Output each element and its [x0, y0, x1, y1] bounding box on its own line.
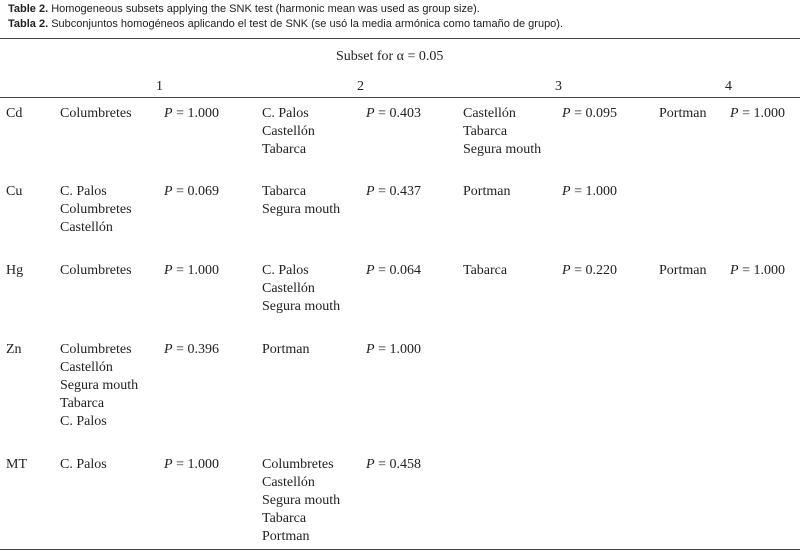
- subset-number-2: 2: [357, 79, 364, 94]
- site-name: Tabarca: [262, 511, 307, 526]
- bottom-rule: [0, 549, 800, 550]
- p-value: [562, 183, 617, 201]
- subset-sites: [463, 183, 510, 201]
- p-number: = 0.437: [378, 184, 421, 199]
- metal-label: MT: [6, 457, 27, 472]
- p-number: = 0.403: [378, 106, 421, 121]
- subset-sites: [60, 341, 138, 431]
- p-symbol: P: [366, 263, 375, 278]
- site-name: Segura mouth: [262, 202, 341, 217]
- p-number: = 1.000: [176, 457, 219, 472]
- top-rule: [0, 38, 800, 39]
- site-name: Segura mouth: [262, 299, 341, 314]
- site-name: Portman: [262, 342, 310, 357]
- subset-sites: [60, 456, 107, 474]
- header-rule: [0, 97, 800, 98]
- p-symbol: P: [164, 342, 173, 357]
- site-name: Portman: [262, 529, 310, 544]
- site-name: Tabarca: [262, 184, 307, 199]
- p-value: [366, 341, 421, 359]
- site-name: Castellón: [60, 360, 113, 375]
- site-name: Columbretes: [60, 106, 132, 121]
- subset-number-4: 4: [725, 79, 732, 94]
- site-name: Columbretes: [60, 202, 132, 217]
- caption-english-label: Table 2.: [8, 3, 49, 15]
- p-number: = 0.458: [378, 457, 421, 472]
- p-value: [164, 341, 219, 359]
- site-name: C. Palos: [262, 106, 309, 121]
- p-value: [562, 105, 617, 123]
- site-name: Tabarca: [60, 396, 105, 411]
- p-value: [366, 105, 421, 123]
- metal-label: Cu: [6, 184, 23, 199]
- p-number: = 0.064: [378, 263, 421, 278]
- caption-english-text: Homogeneous subsets applying the SNK test (harmonic mean was used as group size).: [51, 3, 480, 15]
- caption-spanish: [8, 18, 563, 31]
- metal-label: Zn: [6, 342, 22, 357]
- p-value: [366, 183, 421, 201]
- subset-sites: [659, 105, 706, 123]
- p-symbol: P: [164, 184, 173, 199]
- subset-sites: [60, 262, 132, 280]
- p-number: = 0.069: [176, 184, 219, 199]
- site-name: Segura mouth: [60, 378, 139, 393]
- site-name: C. Palos: [60, 414, 107, 429]
- site-name: C. Palos: [60, 457, 107, 472]
- p-value: [164, 262, 219, 280]
- site-name: Columbretes: [60, 263, 132, 278]
- site-name: Segura mouth: [463, 142, 542, 157]
- subset-number-1: 1: [156, 79, 163, 94]
- p-symbol: P: [562, 263, 571, 278]
- site-name: Portman: [463, 184, 511, 199]
- p-value: [730, 262, 785, 280]
- subset-sites: [463, 105, 541, 159]
- p-symbol: P: [164, 106, 173, 121]
- p-number: = 1.000: [742, 106, 785, 121]
- site-name: Castellón: [262, 475, 315, 490]
- p-number: = 1.000: [574, 184, 617, 199]
- caption-spanish-label: Tabla 2.: [8, 18, 49, 30]
- p-symbol: P: [366, 184, 375, 199]
- subset-sites: [262, 341, 309, 359]
- subset-header: Subset for α = 0.05: [336, 49, 444, 64]
- subset-sites: [60, 183, 132, 237]
- site-name: Castellón: [60, 220, 113, 235]
- caption-english: [8, 3, 480, 16]
- p-symbol: P: [730, 263, 739, 278]
- subset-sites: [262, 105, 315, 159]
- site-name: Castellón: [463, 106, 516, 121]
- site-name: Tabarca: [262, 142, 307, 157]
- site-name: C. Palos: [60, 184, 107, 199]
- p-symbol: P: [562, 184, 571, 199]
- p-number: = 0.220: [574, 263, 617, 278]
- subset-sites: [463, 262, 507, 280]
- p-value: [164, 105, 219, 123]
- p-value: [366, 456, 421, 474]
- p-value: [562, 262, 617, 280]
- site-name: Segura mouth: [262, 493, 341, 508]
- p-number: = 1.000: [176, 106, 219, 121]
- metal-label: Hg: [6, 263, 24, 278]
- site-name: Columbretes: [262, 457, 334, 472]
- caption-spanish-text: Subconjuntos homogéneos aplicando el test de SNK (se usó la media armónica como tamaño de grupo).: [51, 18, 564, 30]
- p-symbol: P: [366, 342, 375, 357]
- site-name: Tabarca: [463, 263, 508, 278]
- p-value: [730, 105, 785, 123]
- subset-sites: [262, 262, 340, 316]
- p-symbol: P: [164, 263, 173, 278]
- site-name: Portman: [659, 106, 707, 121]
- site-name: Castellón: [262, 124, 315, 139]
- p-number: = 0.396: [176, 342, 219, 357]
- site-name: Columbretes: [60, 342, 132, 357]
- site-name: C. Palos: [262, 263, 309, 278]
- p-symbol: P: [562, 106, 571, 121]
- metal-label: Cd: [6, 106, 23, 121]
- p-number: = 1.000: [378, 342, 421, 357]
- subset-number-3: 3: [555, 79, 562, 94]
- p-symbol: P: [730, 106, 739, 121]
- site-name: Tabarca: [463, 124, 508, 139]
- subset-sites: [60, 105, 132, 123]
- p-symbol: P: [366, 457, 375, 472]
- subset-sites: [262, 456, 340, 546]
- p-number: = 1.000: [742, 263, 785, 278]
- p-number: = 1.000: [176, 263, 219, 278]
- p-value: [366, 262, 421, 280]
- subset-sites: [659, 262, 706, 280]
- p-value: [164, 456, 219, 474]
- subset-sites: [262, 183, 340, 219]
- p-value: [164, 183, 219, 201]
- p-symbol: P: [366, 106, 375, 121]
- site-name: Castellón: [262, 281, 315, 296]
- site-name: Portman: [659, 263, 707, 278]
- p-number: = 0.095: [574, 106, 617, 121]
- p-symbol: P: [164, 457, 173, 472]
